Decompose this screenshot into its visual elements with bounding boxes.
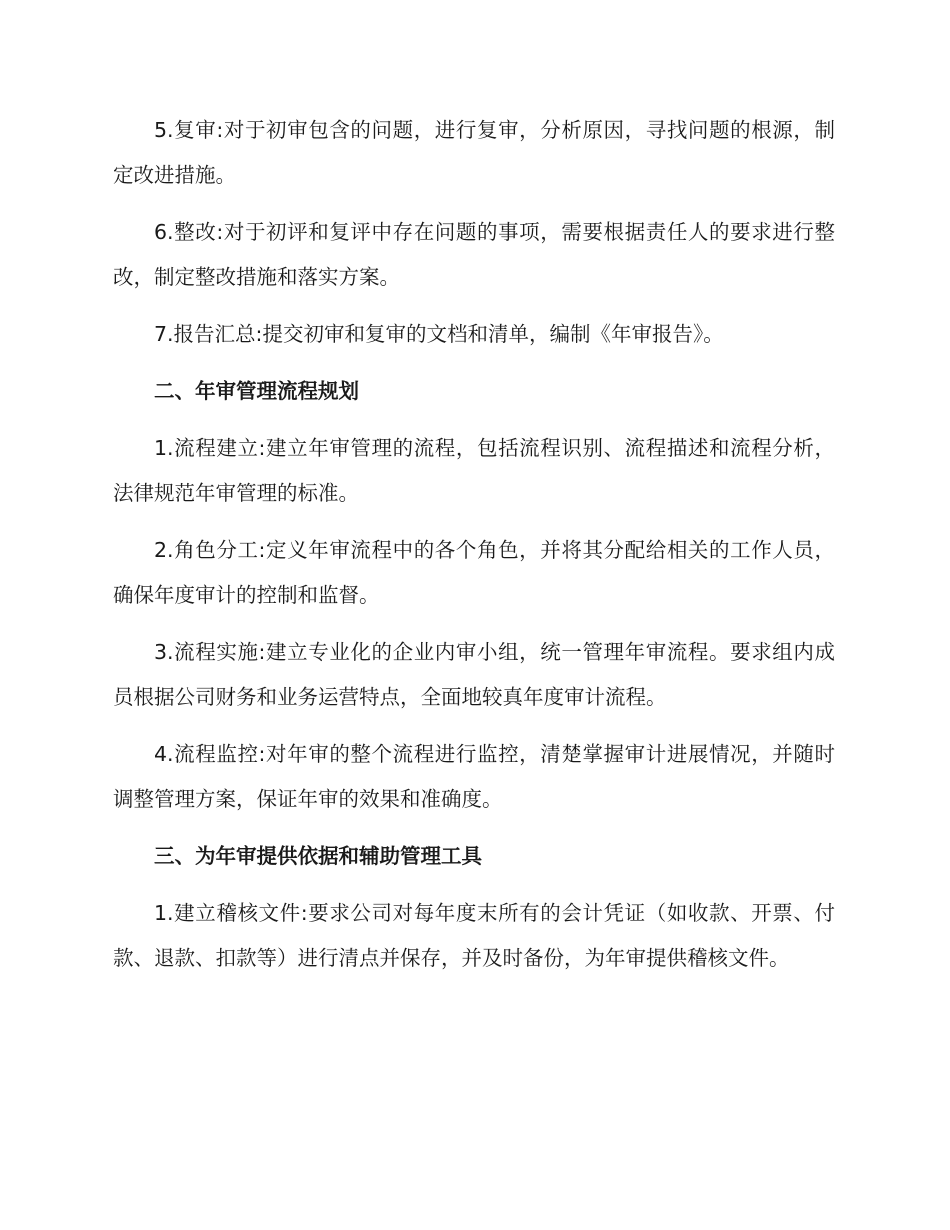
paragraph-review: 5.复审:对于初审包含的问题，进行复审，分析原因，寻找问题的根源，制定改进措施。 [113,118,835,187]
paragraph-process-monitoring: 4.流程监控:对年审的整个流程进行监控，清楚掌握审计进展情况，并随时调整管理方案，保证年审的效果和准确度。 [113,742,835,811]
paragraph-rectification: 6.整改:对于初评和复评中存在问题的事项，需要根据责任人的要求进行整改，制定整改措施和落实方案。 [113,220,835,289]
document-body [113,108,835,981]
paragraph-role-division: 2.角色分工:定义年审流程中的各个角色，并将其分配给相关的工作人员，确保年度审计的控制和监督。 [113,538,835,607]
paragraph-audit-files: 1.建立稽核文件:要求公司对每年度末所有的会计凭证（如收款、开票、付款、退款、扣款等）进行清点并保存，并及时备份，为年审提供稽核文件。 [113,901,835,970]
paragraph-report-summary: 7.报告汇总:提交初审和复审的文档和清单，编制《年审报告》。 [154,322,724,346]
paragraph-process-implementation: 3.流程实施:建立专业化的企业内审小组，统一管理年审流程。要求组内成员根据公司财务和业务运营特点，全面地较真年度审计流程。 [113,640,835,709]
paragraph-process-establishment: 1.流程建立:建立年审管理的流程，包括流程识别、流程描述和流程分析，法律规范年审管理的标准。 [113,436,835,505]
section-heading-process-planning: 二、年审管理流程规划 [154,379,359,403]
section-heading-tools: 三、为年审提供依据和辅助管理工具 [154,844,482,868]
